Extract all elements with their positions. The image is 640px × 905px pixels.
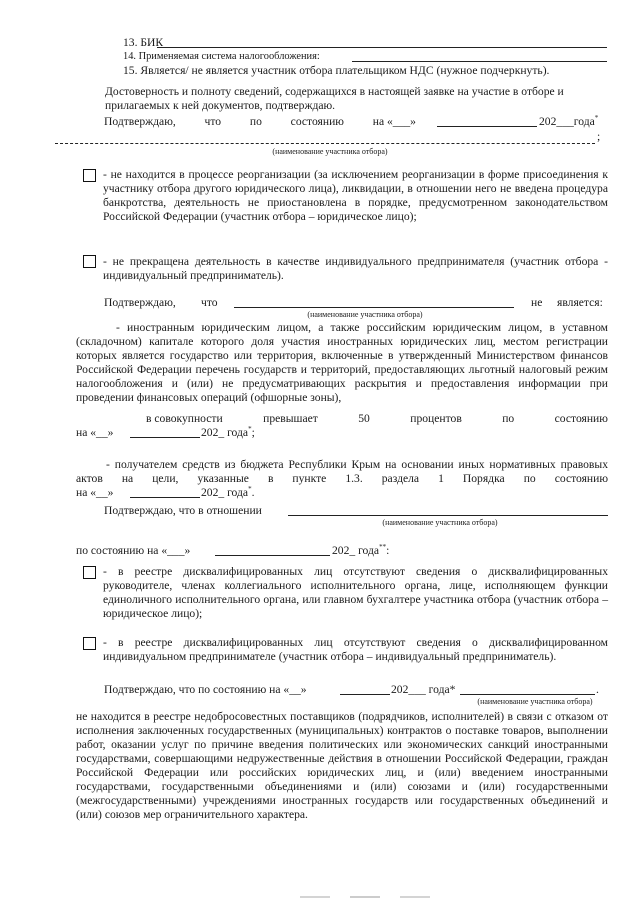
confirm1-month-line[interactable] [437,126,537,127]
confirm1-date: на «___» [372,115,416,128]
confirm1-year: 202___года* [539,114,599,128]
tax-system-field-line[interactable] [352,61,607,62]
cb3-paragraph [103,565,608,621]
cb2-text: - не прекращена деятельность в качестве индивидуального предпринимателя (участник отбора - индивидуальный предприниматель). [103,255,608,282]
item-13-bik: 13. БИК [123,36,164,49]
confirm2-word2: что [201,296,218,309]
confirm1-semicolon: ; [597,130,601,143]
cb1-text: - не находится в процессе реорганизации (за исключением реорганизации в форме присоединения к участнику отбора другого юридического лица), ликвидации, в отношении него не введена процедура банкротства, деятельность не приостановлена в порядке, предусмотренном законодательством Российской Федерации (участник отбора – юридическое лицо); [103,168,608,223]
confirm2-word3: не [531,296,543,309]
checkbox-not-terminated[interactable] [83,255,96,268]
confirm2-word4: является: [557,296,603,309]
registry-text: не находится в реестре недобросовестных поставщиков (подрядчиков, исполнителей) в связи с отказом от исполнения заключенных государственных (муниципальных) контрактов о поставке товаров, выполнении работ, оказании услуг по причине введения политических или экономических санкций иностранными государствами, совершающими недружественные действия в отношении Российской Федерации, граждан Российской Федерации или российских юридических лиц, и (или) введением иностранными государствами, государственными объединениями и (или) союзами и (или) государственными (межгосударственными) учреждениями иностранных государств или государственных объединений и (или) союзов мер ограничительного характера. [76,710,608,821]
foreign-paragraph [76,321,608,405]
foreign-year: 202_ года*; [201,425,255,439]
foreign-tail-w1: в совокупности [146,412,223,425]
confirm1-row [104,115,416,129]
confirm3-year: 202_ года**: [332,543,390,557]
confirm1-word3: по [249,115,262,128]
cb4-text: - в реестре дисквалифицированных лиц отсутствуют сведения о дисквалифицированном индивидуальном предпринимателе (участник отбора – индивидуальный предприниматель). [103,636,608,663]
confirm1-name-line[interactable] [55,143,595,144]
foreign-text: - иностранным юридическим лицом, а также российским юридическим лицом, в уставном (складочном) капитале которого доля участия иностранных юридических лиц, местом регистрации которых является государство или территория, включенные в утвержденный Министерством финансов Российской Федерации перечень государств и территорий, предоставляющих льготный налоговый режим налогообложения и (или) не предусматривающих раскрытия и предоставления информации при проведении финансовых операций (офшорные зоны), [76,321,608,404]
confirm4-name-line[interactable] [460,694,595,695]
budget-year: 202_ года*. [201,485,255,499]
cb2-paragraph [103,255,608,283]
foreign-date: на «__» [76,426,114,439]
checkbox-not-reorganization[interactable] [83,169,96,182]
checkbox-disqualified-individual[interactable] [83,637,96,650]
reliability-text: Достоверность и полноту сведений, содержащихся в настоящей заявке на участие в отборе и прилагаемых к ней документов, подтверждаю. [105,85,564,112]
confirm4-year: 202___ года* [391,683,456,696]
item-14-tax-system: 14. Применяемая система налогообложения: [123,51,320,62]
confirm4-caption: (наименование участника отбора) [477,697,593,706]
confirm3-date: по состоянию на «___» [76,544,191,557]
confirm2-name-line[interactable] [234,307,514,308]
foreign-month-line[interactable] [130,437,200,438]
confirm3-caption: (наименование участника отбора) [382,518,498,527]
budget-month-line[interactable] [130,497,200,498]
foreign-tail-w4: процентов [410,412,462,425]
cb1-paragraph [103,168,608,224]
cb3-text: - в реестре дисквалифицированных лиц отсутствуют сведения о дисквалифицированных руководителе, членах коллегиального исполнительного органа, лице, исполняющем функции единоличного исполнительного органа, или главном бухгалтере участника отбора (участник отбора – юридическое лицо); [103,565,608,620]
confirm1-caption: (наименование участника отбора) [272,147,388,156]
budget-date: на «__» [76,486,114,499]
bik-field-line[interactable] [157,47,607,48]
confirm1-word4: состоянию [290,115,344,128]
reliability-paragraph [105,85,608,113]
item-15-vat: 15. Является/ не является участник отбора плательщиком НДС (нужное подчеркнуть). [123,64,550,77]
foreign-tail-w6: состоянию [554,412,608,425]
cb4-paragraph [103,636,608,664]
confirm3-text: Подтверждаю, что в отношении [104,504,262,517]
foreign-tail-w3: 50 [358,412,370,425]
budget-text: - получателем средств из бюджета Республики Крым на основании иных нормативных правовых актов на цели, указанные в пункте 1.3. раздела 1 Порядка по состоянию [76,458,608,485]
foreign-tail-w2: превышает [263,412,318,425]
confirm2-caption: (наименование участника отбора) [307,310,423,319]
registry-paragraph [76,710,608,822]
confirm4-month-line[interactable] [340,694,390,695]
foreign-tail-w5: по [502,412,515,425]
confirm2-word1: Подтверждаю, [104,296,176,309]
confirm4-end: . [596,683,599,696]
checkbox-disqualified-legal[interactable] [83,566,96,579]
confirm1-word2: что [204,115,222,128]
confirm3-month-line[interactable] [215,555,330,556]
confirm3-name-line[interactable] [288,515,608,516]
budget-paragraph [76,458,608,486]
confirm4-text: Подтверждаю, что по состоянию на «__» [104,683,307,696]
confirm1-word1: Подтверждаю, [104,115,176,128]
foreign-tail-row [76,412,608,426]
